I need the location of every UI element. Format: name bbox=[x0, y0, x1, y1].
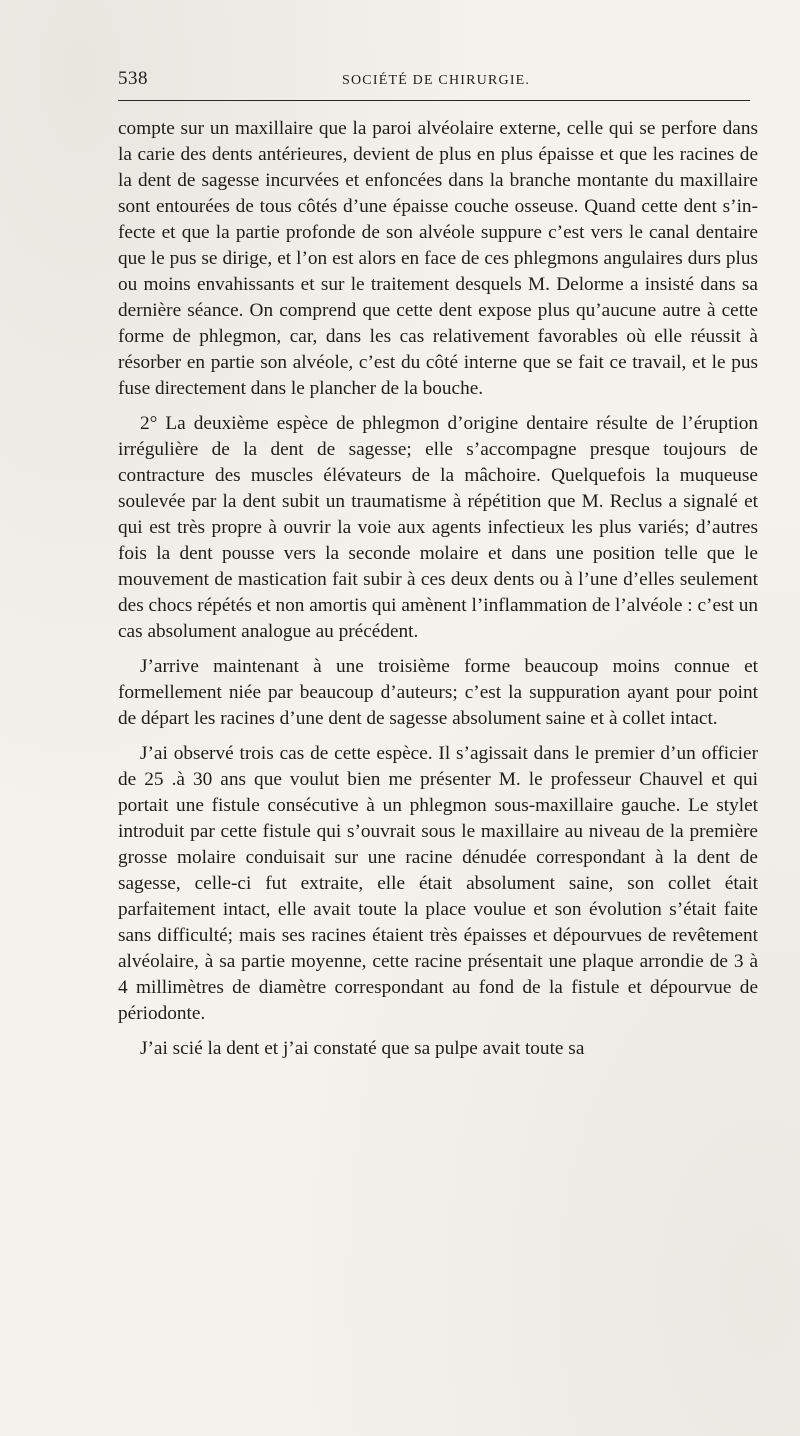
journal-title: SOCIÉTÉ DE CHIRURGIE. bbox=[342, 73, 531, 88]
paragraph-continuation: compte sur un maxillaire que la paroi alvéolaire externe, celle qui se perfore dans la carie des dents antérieures, devient de plus en plus épaisse et que les racines de la dent de sagesse incurvées et enfoncées dans la branche montante du maxillaire sont entourées de tous côtés d’une épaisse couche osseuse. Quand cette dent s’infecte et que la partie profonde de son alvéole suppure c’est vers le canal dentaire que le pus se dirige, et l’on est alors en face de ces phlegmons angulaires durs plus ou moins envahissants et sur le traitement desquels M. Delorme a insisté dans sa dernière séance. On comprend que cette dent expose plus qu’aucune autre à cette forme de phlegmon, car, dans les cas relativement favorables où elle réussit à résorber en partie son alvéole, c’est du côté interne que se fait ce travail, et le pus fuse directement dans le plancher de la bouche. bbox=[118, 118, 758, 399]
paragraph-sawed-tooth: J’ai scié la dent et j’ai constaté que sa pulpe avait toute sa bbox=[140, 1038, 585, 1059]
page-number: 538 bbox=[118, 68, 148, 89]
paragraph-third-form: J’arrive maintenant à une troisième forme beaucoup moins connue et formellement niée par beaucoup d’auteurs; c’est la suppuration ayant pour point de départ les racines d’une dent de sagesse absolument saine et à collet intact. bbox=[118, 656, 758, 729]
paragraph-second-phlegmon: 2° La deuxième espèce de phlegmon d’origine dentaire résulte de l’éruption irrégulière de la dent de sagesse; elle s’accompagne presque toujours de contracture des muscles élévateurs de la mâchoire. Quelquefois la muqueuse soulevée par la dent subit un traumatisme à répétition que M. Reclus a signalé et qui est très propre à ouvrir la voie aux agents infectieux les plus variés; d’autres fois la dent pousse vers la seconde molaire et dans une position telle que le mouvement de mastication fait subir à ces deux dents ou à l’une d’elles seulement des chocs répétés et non amortis qui amènent l’inflammation de l’alvéole : c’est un cas absolument analogue au précédent. bbox=[118, 413, 758, 642]
body-text bbox=[118, 116, 758, 1071]
running-head bbox=[118, 64, 750, 94]
paragraph-observed-cases: J’ai observé trois cas de cette espèce. Il s’agissait dans le premier d’un officier de 25 .à 30 ans que voulut bien me présenter M. le professeur Chauvel et qui portait une fistule consécutive à un phlegmon sous-maxillaire gauche. Le stylet introduit par cette fistule qui s’ouvrait sous le maxillaire au niveau de la première grosse molaire conduisait sur une racine dénudée correspondant à la dent de sagesse, celle-ci fut extraite, elle était absolument saine, son collet était parfaitement intact, elle avait toute la place voulue et son évolution s’était faite sans difficulté; mais ses racines étaient très épaisses et dépourvues de revêtement alvéolaire, à sa partie moyenne, cette racine présentait une plaque arrondie de 3 à 4 millimètres de diamètre correspondant au fond de la fistule et dépourvue de périodonte. bbox=[118, 743, 758, 1024]
header-rule bbox=[118, 100, 750, 101]
